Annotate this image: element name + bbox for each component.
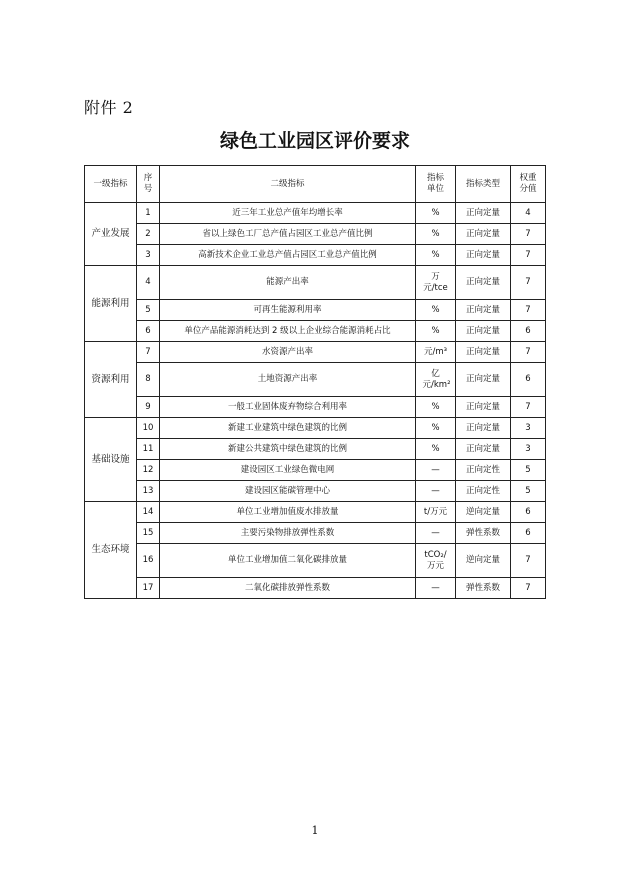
row-indicator: 二氧化碳排放弹性系数 xyxy=(160,578,416,599)
document-title: 绿色工业园区评价要求 xyxy=(219,130,410,152)
row-number: 12 xyxy=(137,460,160,481)
row-weight: 3 xyxy=(511,418,546,439)
row-type: 正向定量 xyxy=(456,342,511,363)
row-number: 2 xyxy=(137,224,160,245)
row-number: 1 xyxy=(137,203,160,224)
evaluation-table xyxy=(84,165,546,599)
row-indicator: 新建公共建筑中绿色建筑的比例 xyxy=(160,439,416,460)
row-type: 正向定量 xyxy=(456,300,511,321)
category-cell: 能源利用 xyxy=(85,266,137,342)
row-weight: 4 xyxy=(511,203,546,224)
table-row xyxy=(85,502,546,523)
table-row xyxy=(85,363,546,397)
row-weight: 6 xyxy=(511,363,546,397)
row-type: 正向定量 xyxy=(456,245,511,266)
row-indicator: 高新技术企业工业总产值占园区工业总产值比例 xyxy=(160,245,416,266)
row-weight: 5 xyxy=(511,460,546,481)
row-indicator: 能源产出率 xyxy=(160,266,416,300)
row-type: 正向定量 xyxy=(456,224,511,245)
row-number: 17 xyxy=(137,578,160,599)
row-type: 正向定性 xyxy=(456,460,511,481)
row-weight: 7 xyxy=(511,544,546,578)
row-number: 16 xyxy=(137,544,160,578)
row-unit: % xyxy=(416,300,456,321)
row-type: 正向定量 xyxy=(456,418,511,439)
table-row xyxy=(85,418,546,439)
row-number: 14 xyxy=(137,502,160,523)
row-number: 5 xyxy=(137,300,160,321)
row-unit: tCO₂/万元 xyxy=(416,544,456,578)
row-weight: 7 xyxy=(511,224,546,245)
row-indicator: 建设园区工业绿色微电网 xyxy=(160,460,416,481)
table-row xyxy=(85,203,546,224)
row-unit: t/万元 xyxy=(416,502,456,523)
row-type: 正向定量 xyxy=(456,203,511,224)
row-unit: — xyxy=(416,460,456,481)
table-row xyxy=(85,544,546,578)
row-unit: 亿元/km² xyxy=(416,363,456,397)
row-weight: 5 xyxy=(511,481,546,502)
category-cell: 产业发展 xyxy=(85,203,137,266)
row-indicator: 可再生能源利用率 xyxy=(160,300,416,321)
category-cell: 资源利用 xyxy=(85,342,137,418)
row-number: 13 xyxy=(137,481,160,502)
header-seq: 序号 xyxy=(137,166,160,203)
row-number: 10 xyxy=(137,418,160,439)
row-unit: — xyxy=(416,523,456,544)
table-row xyxy=(85,321,546,342)
row-weight: 7 xyxy=(511,397,546,418)
table-row xyxy=(85,397,546,418)
table-row xyxy=(85,300,546,321)
page-number: 1 xyxy=(311,824,319,837)
category-cell: 生态环境 xyxy=(85,502,137,599)
row-type: 正向定量 xyxy=(456,439,511,460)
row-unit: — xyxy=(416,578,456,599)
table-row xyxy=(85,224,546,245)
row-unit: % xyxy=(416,397,456,418)
row-weight: 3 xyxy=(511,439,546,460)
row-number: 7 xyxy=(137,342,160,363)
row-unit: % xyxy=(416,224,456,245)
row-weight: 7 xyxy=(511,578,546,599)
row-weight: 7 xyxy=(511,342,546,363)
row-type: 正向定量 xyxy=(456,363,511,397)
row-weight: 7 xyxy=(511,300,546,321)
row-indicator: 单位产品能源消耗达到 2 级以上企业综合能源消耗占比 xyxy=(160,321,416,342)
table-row xyxy=(85,460,546,481)
row-number: 4 xyxy=(137,266,160,300)
row-unit: — xyxy=(416,481,456,502)
row-indicator: 水资源产出率 xyxy=(160,342,416,363)
header-type: 指标类型 xyxy=(456,166,511,203)
header-weight: 权重分值 xyxy=(511,166,546,203)
row-number: 11 xyxy=(137,439,160,460)
header-unit: 指标单位 xyxy=(416,166,456,203)
table-row xyxy=(85,578,546,599)
row-unit: 元/m³ xyxy=(416,342,456,363)
table-row xyxy=(85,439,546,460)
row-indicator: 省以上绿色工厂总产值占园区工业总产值比例 xyxy=(160,224,416,245)
table-row xyxy=(85,245,546,266)
row-weight: 6 xyxy=(511,523,546,544)
row-type: 正向定量 xyxy=(456,397,511,418)
row-number: 9 xyxy=(137,397,160,418)
row-indicator: 单位工业增加值二氧化碳排放量 xyxy=(160,544,416,578)
row-number: 8 xyxy=(137,363,160,397)
row-type: 正向定性 xyxy=(456,481,511,502)
row-type: 弹性系数 xyxy=(456,523,511,544)
row-unit: % xyxy=(416,418,456,439)
row-unit: 万元/tce xyxy=(416,266,456,300)
row-indicator: 近三年工业总产值年均增长率 xyxy=(160,203,416,224)
row-weight: 6 xyxy=(511,321,546,342)
row-indicator: 建设园区能碳管理中心 xyxy=(160,481,416,502)
row-type: 逆向定量 xyxy=(456,502,511,523)
row-weight: 7 xyxy=(511,266,546,300)
table-row xyxy=(85,266,546,300)
row-type: 正向定量 xyxy=(456,321,511,342)
row-indicator: 土地资源产出率 xyxy=(160,363,416,397)
header-level1: 一级指标 xyxy=(85,166,137,203)
row-type: 正向定量 xyxy=(456,266,511,300)
row-unit: % xyxy=(416,439,456,460)
category-cell: 基础设施 xyxy=(85,418,137,502)
header-level2: 二级指标 xyxy=(160,166,416,203)
row-unit: % xyxy=(416,245,456,266)
table-row xyxy=(85,523,546,544)
row-type: 弹性系数 xyxy=(456,578,511,599)
table-row xyxy=(85,481,546,502)
table-row xyxy=(85,342,546,363)
row-type: 逆向定量 xyxy=(456,544,511,578)
row-number: 15 xyxy=(137,523,160,544)
row-indicator: 单位工业增加值废水排放量 xyxy=(160,502,416,523)
row-weight: 7 xyxy=(511,245,546,266)
row-number: 6 xyxy=(137,321,160,342)
row-unit: % xyxy=(416,321,456,342)
row-indicator: 主要污染物排放弹性系数 xyxy=(160,523,416,544)
header-row xyxy=(85,166,546,203)
row-weight: 6 xyxy=(511,502,546,523)
row-number: 3 xyxy=(137,245,160,266)
row-indicator: 新建工业建筑中绿色建筑的比例 xyxy=(160,418,416,439)
attachment-label: 附件 2 xyxy=(84,98,134,117)
row-indicator: 一般工业固体废弃物综合利用率 xyxy=(160,397,416,418)
row-unit: % xyxy=(416,203,456,224)
